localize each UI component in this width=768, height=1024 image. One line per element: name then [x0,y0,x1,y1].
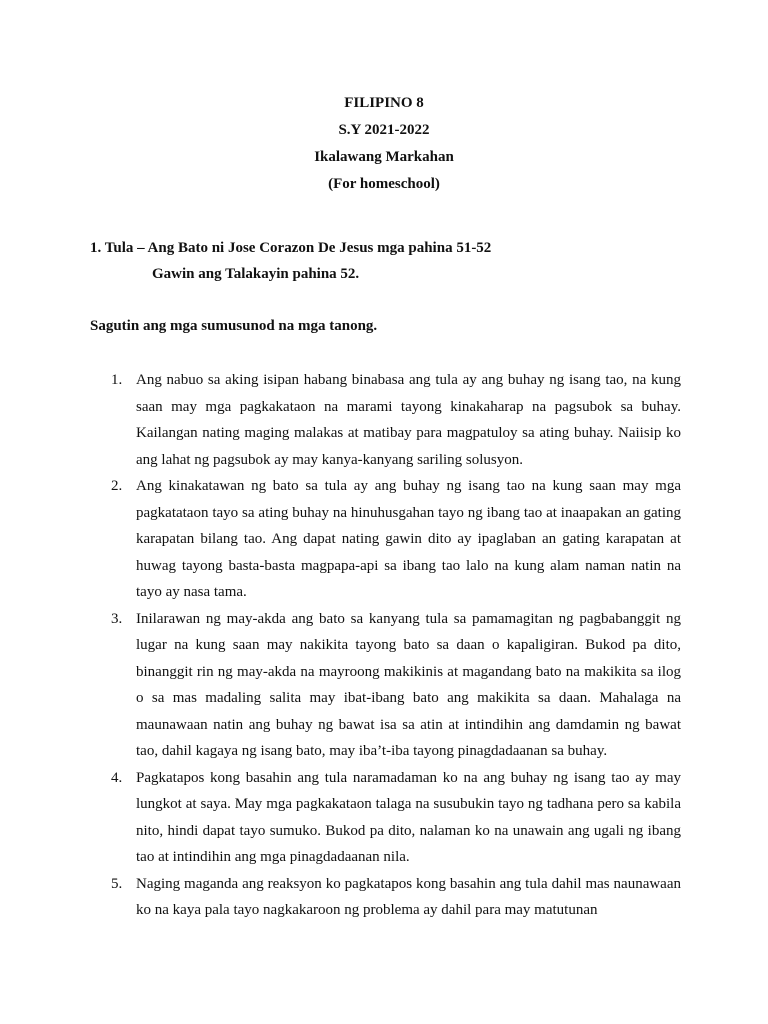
school-year: S.Y 2021-2022 [338,122,430,138]
answer-item [111,606,681,765]
answer-text: Pagkatapos kong basahin ang tula naramadaman ko na ang buhay ng isang tao ay may lungkot at saya. May mga pagkakataon talaga na susubukin tayo ng tadhana pero sa kabila nito, hindi dapat tayo sumuko. Bukod pa dito, nalaman ko na unawain ang ugali ng ibang tao at intindihin ang mga pinagdadaanan nila. [136,769,681,865]
answer-text: Ang nabuo sa aking isipan habang binabasa ang tula ay ang buhay ng isang tao, na kung saan may mga pagkakataon na marami tayong kinakaharap na pagsubok sa buhay. Kailangan nating maging malakas at matibay para magpatuloy sa ating buhay. Naiisip ko ang lahat ng pagsubok ay may kanya-kanyang sariling solusyon. [136,372,681,468]
document-header [0,90,768,198]
quarter-title: Ikalawang Markahan [314,149,454,165]
answer-item [111,765,681,871]
answer-item [111,367,681,473]
answer-item [111,871,681,924]
lesson-task-line: Gawin ang Talakayin pahina 52. [152,266,360,282]
lesson-item-line: 1. Tula – Ang Bato ni Jose Corazon De Jesus mga pahina 51-52 [90,240,492,256]
homeschool-note: (For homeschool) [328,176,440,192]
subject-title: FILIPINO 8 [344,95,424,111]
answer-number: 4. [111,769,123,786]
answer-text: Inilarawan ng may-akda ang bato sa kanyang tula sa pamamagitan ng pagbabanggit ng lugar na kung saan may nakikita tayong bato sa daan o kapaligiran. Bukod pa dito, binanggit rin ng may-akda na mayroong makikinis at magandang bato na makikita sa ilog o sa mas madaling salita may ibat-ibang bato ang makikita sa daan. Mahalaga na maunawaan natin ang buhay ng bawat isa sa atin at intindihin ang damdamin ng bawat tao, dahil kagaya ng isang bato, may iba’t-iba tayong pinagdadaanan sa buhay. [136,610,681,759]
answer-number: 5. [111,875,123,892]
answer-text: Ang kinakatawan ng bato sa tula ay ang buhay ng isang tao na kung saan may mga pagkatataon tayo sa ating buhay na hinuhusgahan tayo ng ibang tao at inaapakan an gating karapatan bilang tao. Ang dapat nating gawin dito ay ipaglaban an gating karapatan at huwag tayong basta-basta magpapa-api sa ibang tao lalo na kung alam naman natin na tayo ay nasa tama. [136,478,681,600]
answer-item [111,473,681,606]
answer-text: Naging maganda ang reaksyon ko pagkatapos kong basahin ang tula dahil mas naunawaan ko na kaya pala tayo nagkakaroon ng problema ay dahil para may matutunan [136,875,681,918]
answer-number: 2. [111,478,123,494]
answers-list [0,367,768,924]
answer-number: 1. [111,372,123,388]
instruction-line: Sagutin ang mga sumusunod na mga tanong. [90,318,378,334]
answer-number: 3. [111,610,123,627]
